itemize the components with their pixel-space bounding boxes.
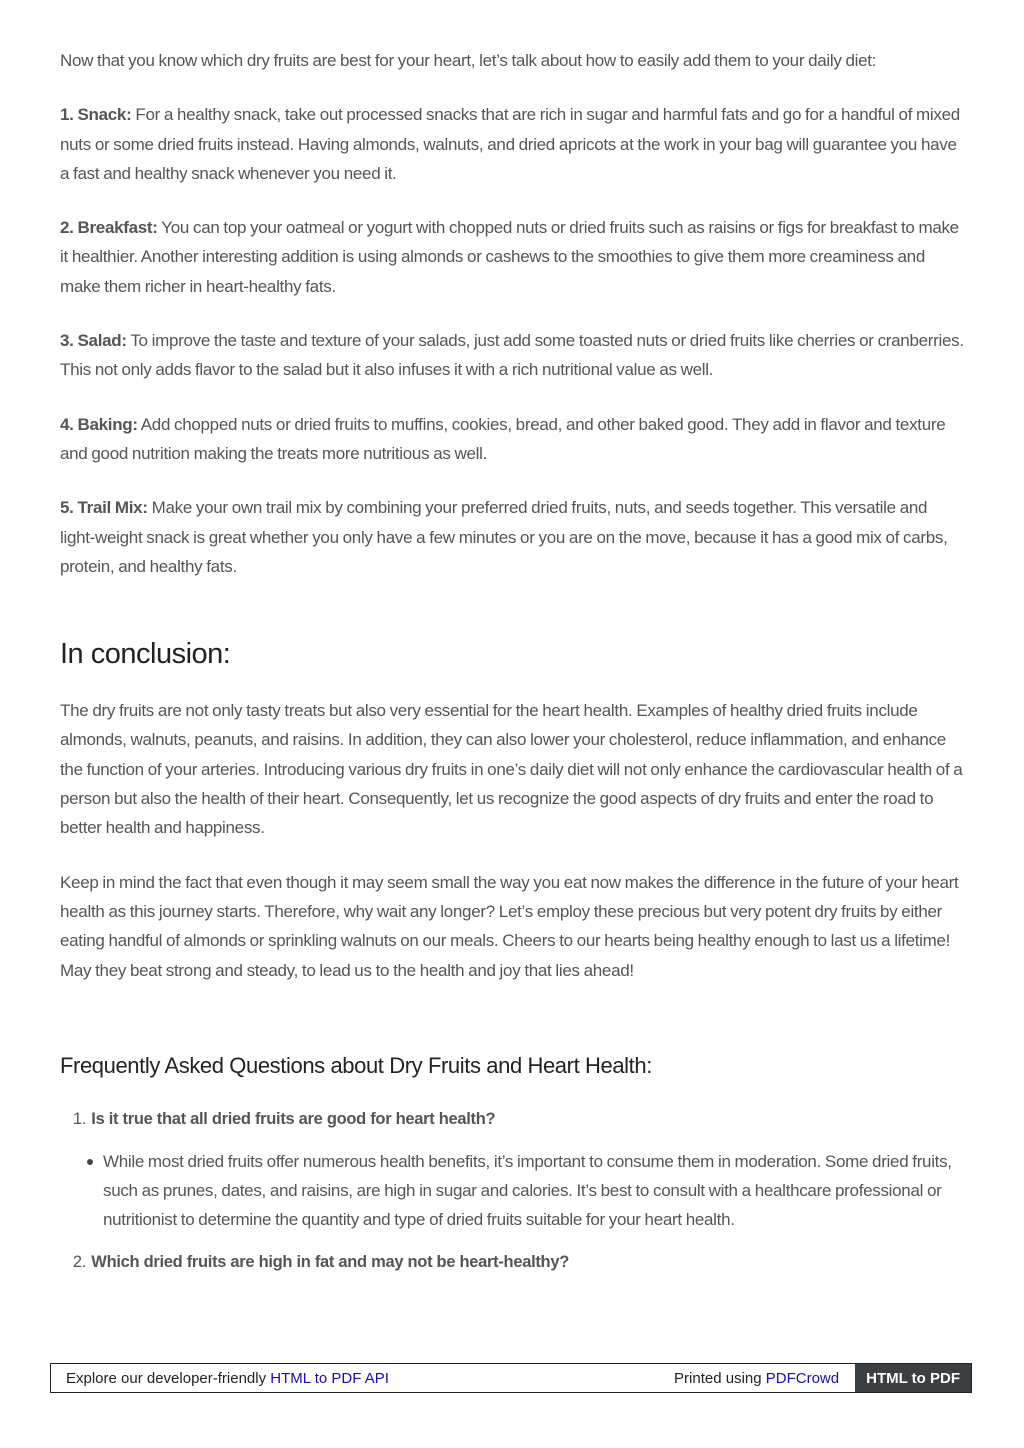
- faq-answer-list: [60, 1147, 964, 1235]
- conclusion-paragraph: The dry fruits are not only tasty treats but also very essential for the heart health. Examples of healthy dried fruits include almonds, walnuts, peanuts, and raisins. In addition, they can also lower your cholesterol, reduce inflammation, and enhance the function of your arteries. Introducing various dry fruits in one’s daily diet will not only enhance the cardiovascular health of a person but also the health of their heart. Consequently, let us recognize the good aspects of dry fruits and enter the road to better health and happiness.: [60, 701, 963, 838]
- footer-mid: [674, 1370, 855, 1387]
- html-to-pdf-badge[interactable]: HTML to PDF: [855, 1364, 971, 1392]
- tip-item-salad: [60, 326, 964, 385]
- faq-question: [64, 1106, 964, 1132]
- footer-promo-text: Explore our developer-friendly: [66, 1369, 271, 1387]
- tip-label: 5. Trail Mix:: [60, 498, 148, 518]
- tip-item-breakfast: [60, 213, 964, 301]
- faq-heading: Frequently Asked Questions about Dry Fruits and Heart Health:: [60, 1052, 652, 1078]
- footer-printed-text: Printed using: [674, 1369, 766, 1387]
- tip-label: 3. Salad:: [60, 331, 127, 351]
- footer-left: [51, 1370, 674, 1387]
- faq-question-text: Which dried fruits are high in fat and may not be heart-healthy?: [91, 1252, 569, 1271]
- tip-label: 4. Baking:: [60, 414, 138, 434]
- faq-answer: [60, 1147, 964, 1235]
- faq-question-number: 1.: [72, 1109, 86, 1128]
- tip-text: Add chopped nuts or dried fruits to muffins, cookies, bread, and other baked good. They add in flavor and texture and good nutrition making the treats more nutritious as well.: [60, 414, 946, 463]
- faq-question: [64, 1249, 964, 1275]
- faq-answer-text: While most dried fruits offer numerous health benefits, it’s important to consume them in moderation. Some dried fruits, such as prunes, dates, and raisins, are high in sugar and calories. It’s best to consult with a healthcare professional or nutritionist to determine the quantity and type of dried fruits suitable for your heart health.: [103, 1151, 952, 1230]
- bullet-icon: [87, 1159, 93, 1165]
- pdfcrowd-link[interactable]: PDFCrowd: [765, 1369, 840, 1387]
- tip-text: Make your own trail mix by combining your preferred dried fruits, nuts, and seeds together. This versatile and light-weight snack is great whether you only have a few minutes or you are on the move, because it has a good mix of carbs, protein, and healthy fats.: [60, 498, 948, 576]
- tip-text: You can top your oatmeal or yogurt with chopped nuts or dried fruits such as raisins or figs for breakfast to make it healthier. Another interesting addition is using almonds or cashews to the smoothies to give them more creaminess and make them richer in heart-healthy fats.: [60, 218, 959, 296]
- faq-question-text: Is it true that all dried fruits are good for heart health?: [91, 1109, 496, 1128]
- tip-text: For a healthy snack, take out processed snacks that are rich in sugar and harmful fats and go for a handful of mixed nuts or some dried fruits instead. Having almonds, walnuts, and dried apricots at the work in your bag will guarantee you have a fast and healthy snack whenever you need it.: [60, 105, 960, 183]
- pdfcrowd-footer: [50, 1363, 972, 1393]
- tip-item-trail-mix: [60, 493, 964, 581]
- tip-label: 2. Breakfast:: [60, 218, 158, 238]
- tip-item-baking: [60, 410, 964, 469]
- tips-list: [60, 100, 964, 581]
- tip-label: 1. Snack:: [60, 105, 132, 125]
- conclusion-heading: In conclusion:: [60, 638, 231, 671]
- tip-text: To improve the taste and texture of your salads, just add some toasted nuts or dried fruits like cherries or cranberries. This not only adds flavor to the salad but it also infuses it with a rich nutritional value as well.: [60, 331, 964, 380]
- tip-item-snack: [60, 100, 964, 188]
- intro-paragraph: Now that you know which dry fruits are best for your heart, let’s talk about how to easily add them to your daily diet:: [60, 51, 877, 70]
- article-content: [60, 46, 964, 1275]
- faq-question-number: 2.: [72, 1252, 86, 1271]
- conclusion-paragraph: Keep in mind the fact that even though it may seem small the way you eat now makes the difference in the future of your heart health as this journey starts. Therefore, why wait any longer? Let’s employ these precious but very potent dry fruits by either eating handful of almonds or sprinkling walnuts on our meals. Cheers to our hearts being healthy enough to last us a lifetime! May they beat strong and steady, to lead us to the health and joy that lies ahead!: [60, 872, 959, 980]
- html-to-pdf-api-link[interactable]: HTML to PDF API: [270, 1369, 389, 1387]
